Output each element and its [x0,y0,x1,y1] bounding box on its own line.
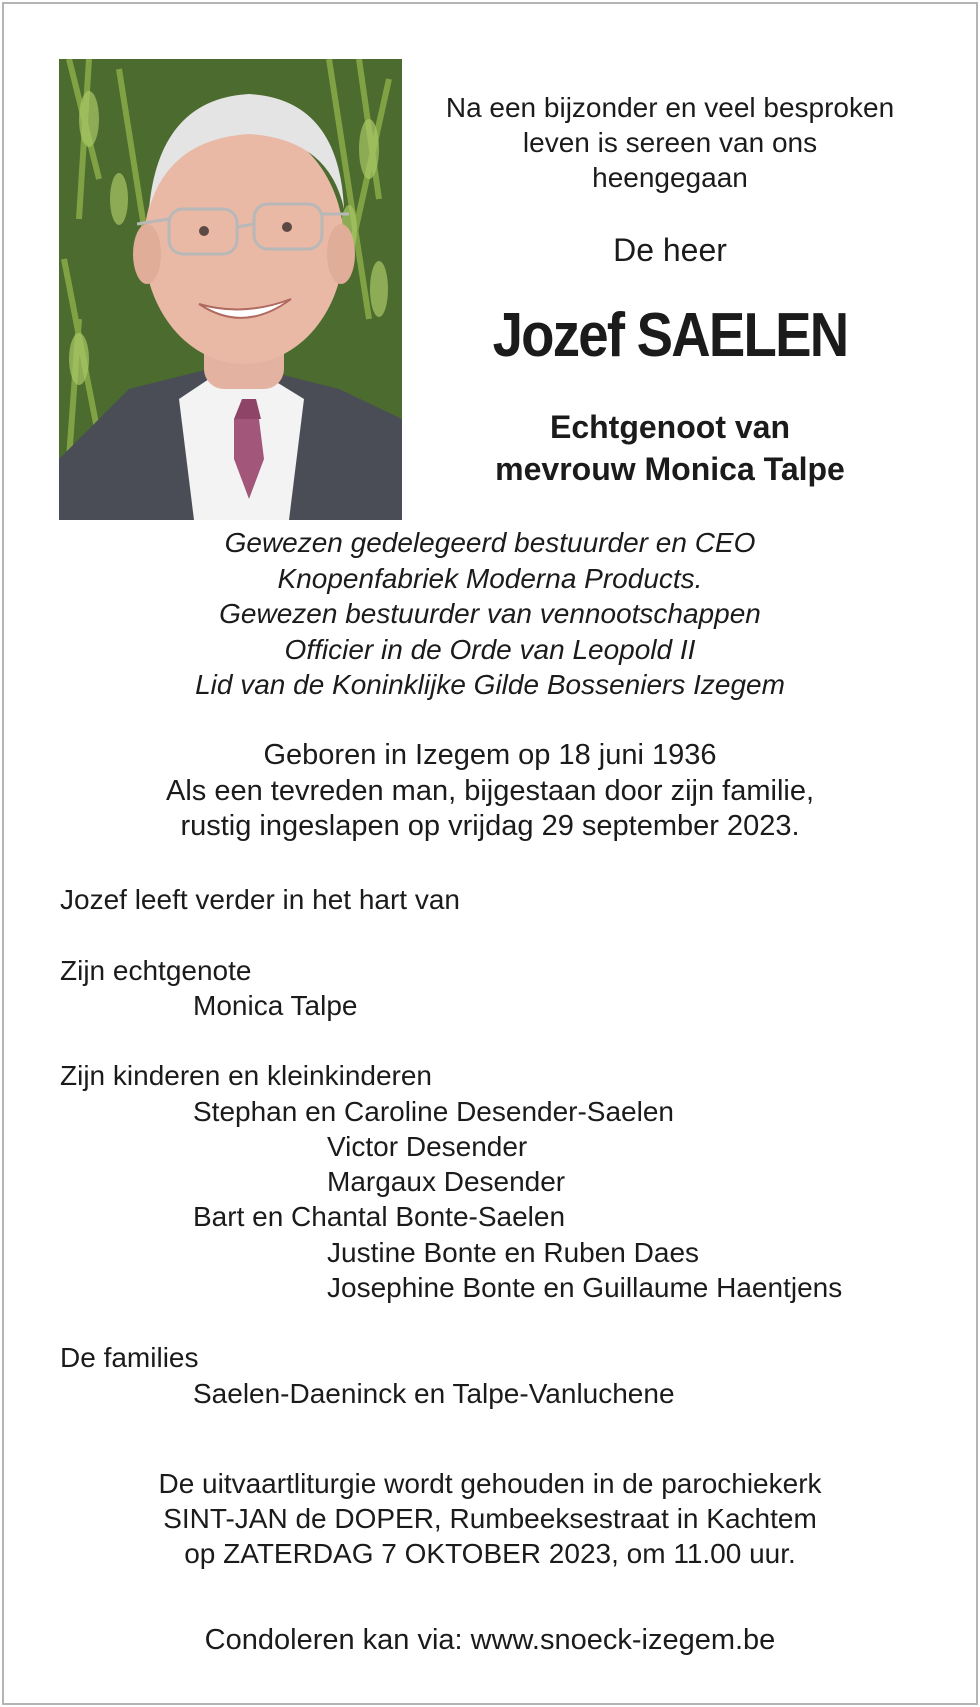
funeral-line: SINT-JAN de DOPER, Rumbeeksestraat in Kachtem [163,1503,817,1534]
wife-heading: Zijn echtgenote [60,955,252,986]
title-line: Gewezen bestuurder van vennootschappen [219,598,761,629]
born-line: Geboren in Izegem op 18 juni 1936 [263,739,717,771]
portrait-photo [59,59,402,520]
grandchild: Margaux Desender [327,1166,566,1197]
child-family: Stephan en Caroline Desender-Saelen [193,1096,674,1127]
title-line: Lid van de Koninklijke Gilde Bosseniers Izegem [195,669,785,700]
funeral-line: op ZATERDAG 7 OKTOBER 2023, om 11.00 uur. [184,1538,796,1569]
condolences-text: Condoleren kan via: www.snoeck-izegem.be [204,1624,776,1656]
birth-death-block [60,738,920,845]
title-line: Officier in de Orde van Leopold II [284,633,696,665]
title-line: Knopenfabriek Moderna Products. [277,562,703,594]
families-heading: De families [60,1342,199,1373]
grandchild: Justine Bonte en Ruben Daes [327,1237,700,1268]
titles-block [60,525,920,703]
born-line: rustig ingeslapen op vrijdag 29 september 2023. [180,810,800,842]
spouse-line: mevrouw Monica Talpe [495,451,845,487]
born-line: Als een tevreden man, bijgestaan door zijn familie, [165,774,815,807]
child-family: Bart en Chantal Bonte-Saelen [193,1201,566,1232]
salutation: De heer [613,232,727,268]
families-names: Saelen-Daeninck en Talpe-Vanluchene [193,1378,675,1409]
spouse-line: Echtgenoot van [549,409,790,445]
funeral-info [60,1466,920,1571]
intro-text [410,90,930,195]
children-heading: Zijn kinderen en kleinkinderen [60,1060,432,1091]
grandchild: Victor Desender [327,1131,528,1162]
title-line: Gewezen gedelegeerd bestuurder en CEO [224,527,756,558]
grandchild: Josephine Bonte en Guillaume Haentjens [327,1272,843,1303]
portrait-image [59,59,402,520]
lives-on-text: Jozef leeft verder in het hart van [60,884,460,915]
intro-line: leven is sereen van ons [522,127,818,158]
wife-name: Monica Talpe [193,990,358,1021]
spouse-block [410,406,930,490]
intro-line: heengegaan [592,162,748,193]
deceased-name: Jozef SAELEN [492,301,848,370]
funeral-line: De uitvaartliturgie wordt gehouden in de parochiekerk [158,1468,822,1499]
intro-line: Na een bijzonder en veel besproken [445,92,895,123]
